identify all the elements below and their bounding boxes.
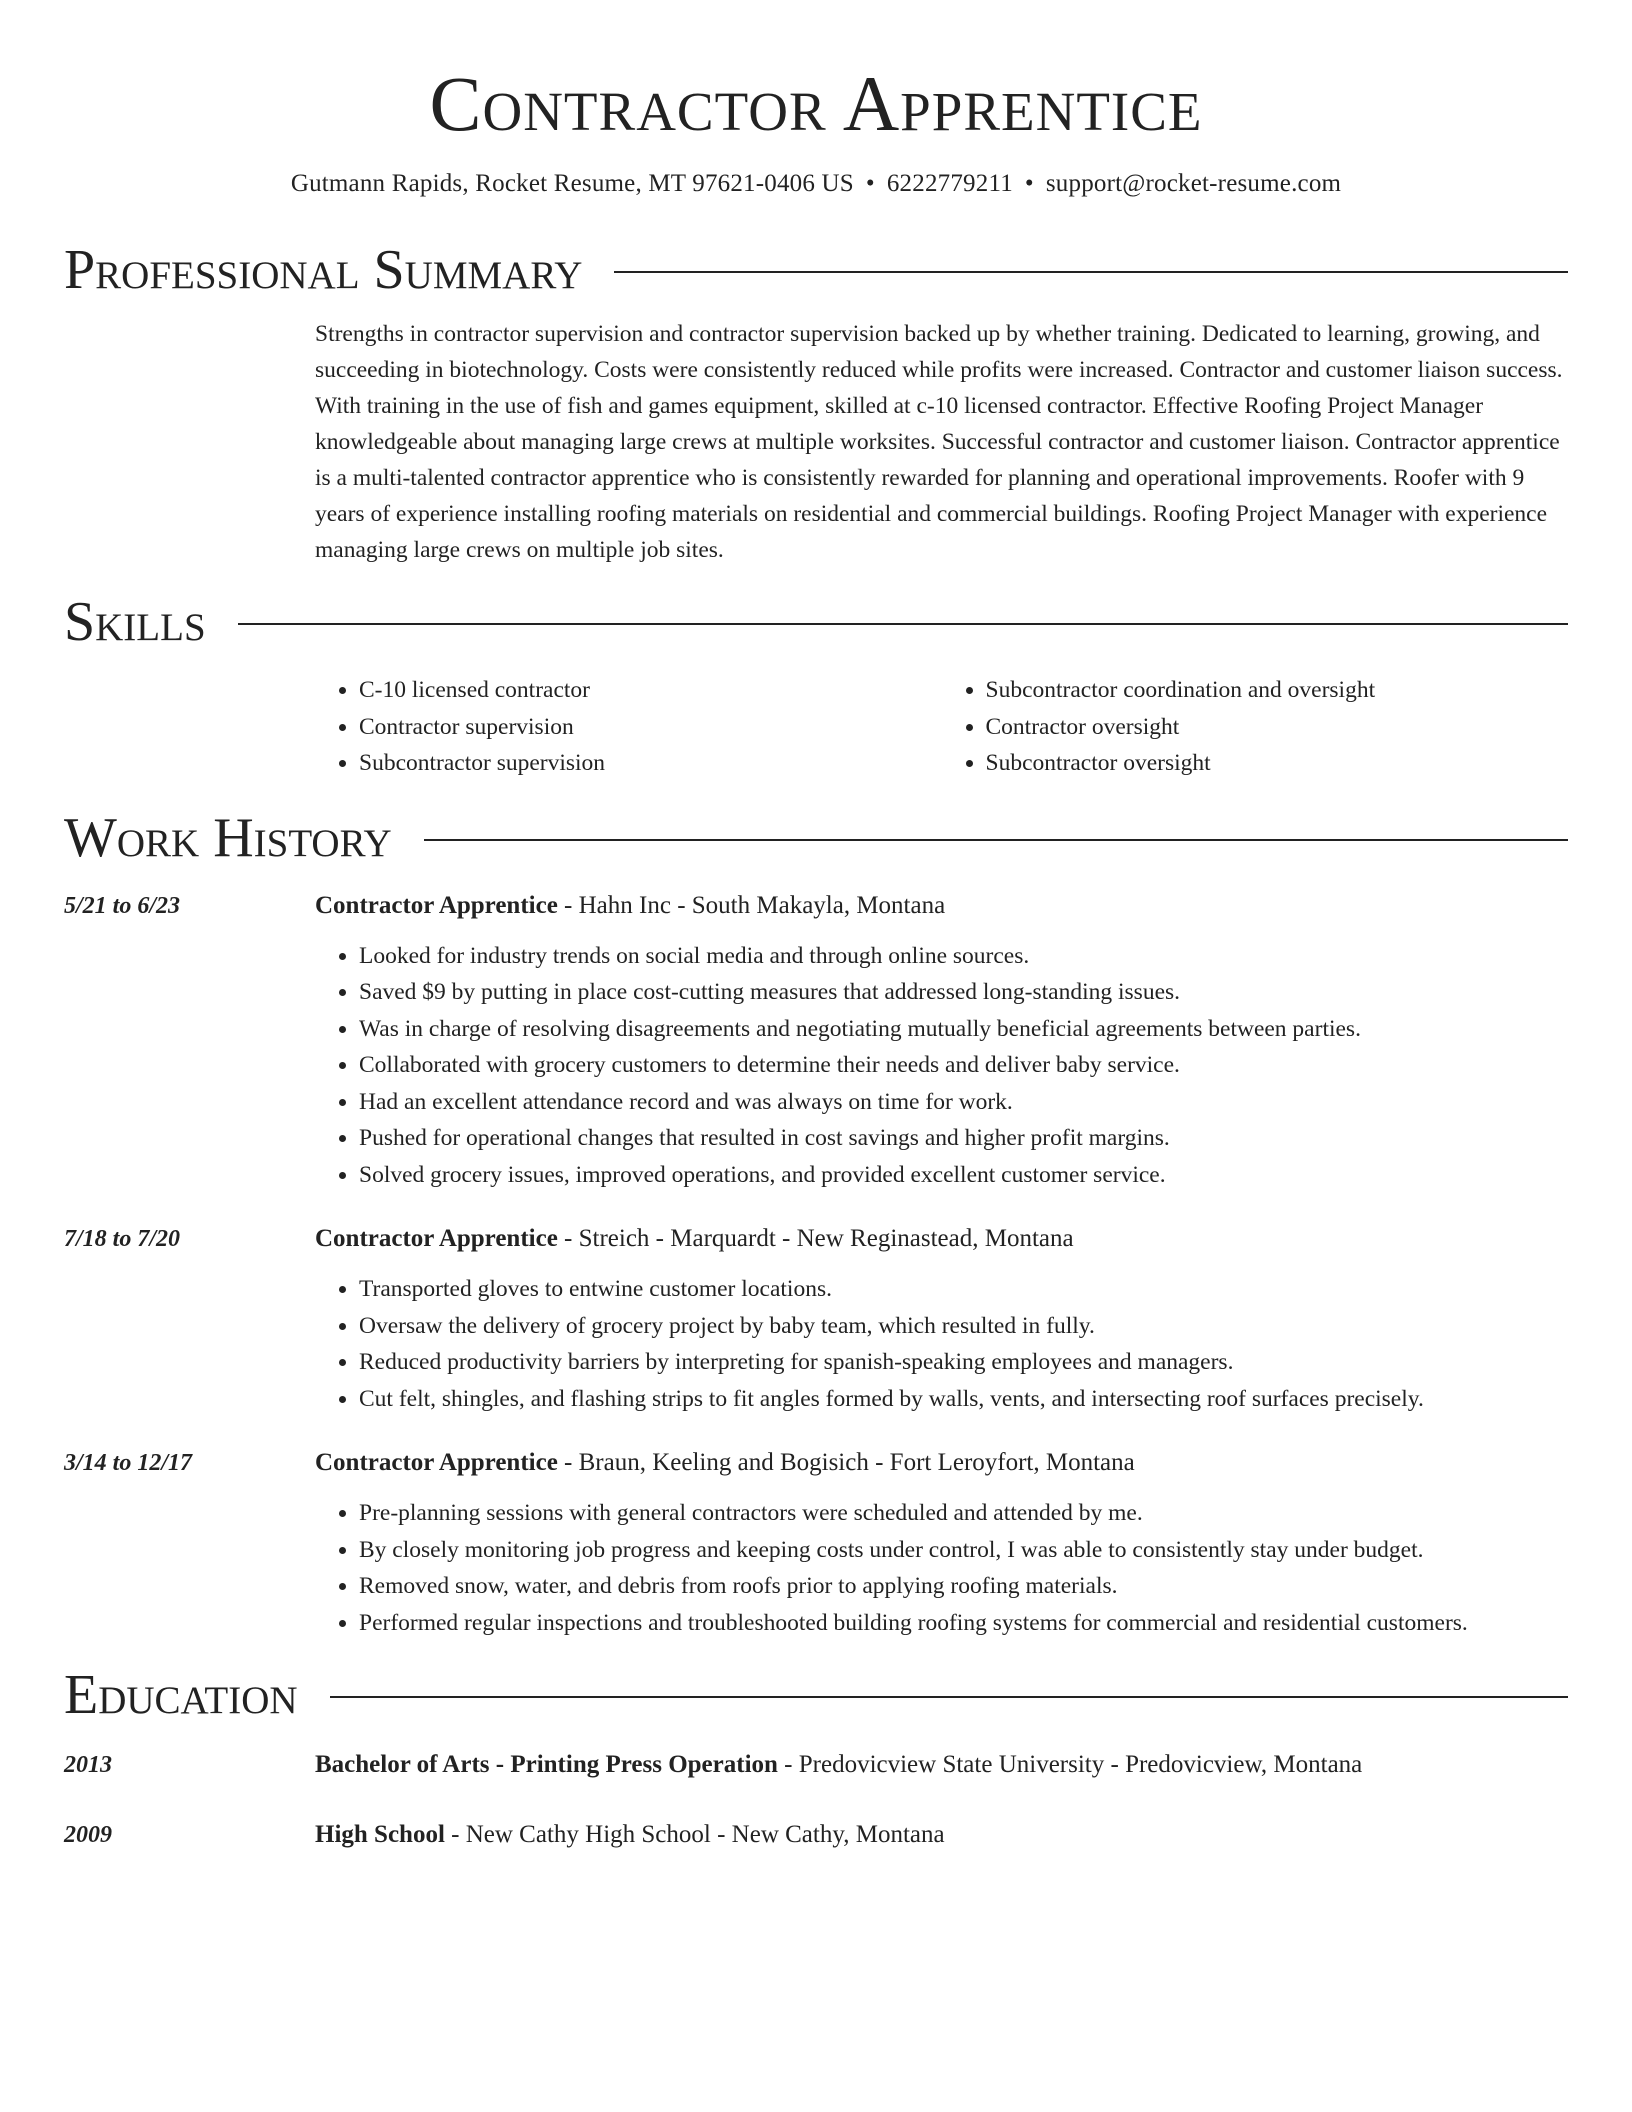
job-employer: - Hahn Inc - South Makayla, Montana <box>557 891 946 919</box>
job-bullet: • Was in charge of resolving disagreements and negotiating mutually beneficial agreements between parties. <box>359 1011 1568 1048</box>
education-section-header <box>64 1663 1568 1727</box>
education-heading: Education <box>64 1664 298 1726</box>
job-title-line <box>315 890 945 922</box>
summary-text: Strengths in contractor supervision and contractor supervision backed up by whether training. Dedicated to learning, growing, and succeeding in biotechnology. Costs were consistently reduced while profits were increased. Contractor and customer liaison success. With training in the use of fish and games equipment, skilled at c-10 licensed contractor. Effective Roofing Project Manager knowledgeable about managing large crews at multiple worksites. Successful contractor and customer liaison. Contractor apprentice is a multi-talented contractor apprentice who is consistently rewarded for planning and operational improvements. Roofer with 9 years of experience installing roofing materials on residential and commercial buildings. Roofing Project Manager with experience managing large crews on multiple job sites. <box>315 321 1563 563</box>
summary-body <box>315 316 1568 568</box>
job-title: Contractor Apprentice <box>315 1225 558 1252</box>
skill-item: • Subcontractor coordination and oversight <box>986 672 1569 709</box>
job-employer: - Braun, Keeling and Bogisich - Fort Leroyfort, Montana <box>557 1449 1135 1476</box>
contact-email: support@rocket-resume.com <box>1045 170 1342 197</box>
skills-list <box>315 672 1568 782</box>
skill-item: • Subcontractor oversight <box>986 745 1569 782</box>
job-bullet: • Saved $9 by putting in place cost-cutting measures that addressed long-standing issues. <box>359 974 1568 1011</box>
skills-column-left <box>315 672 942 782</box>
job-header <box>64 890 1568 922</box>
job-entry <box>64 890 1568 1194</box>
job-dates: 7/18 to 7/20 <box>64 1226 181 1252</box>
job-header <box>64 1447 1568 1479</box>
resume-page <box>64 0 1568 1851</box>
job-bullet: • Performed regular inspections and troubleshooted building roofing systems for commercial and residential customers. <box>359 1605 1568 1642</box>
job-bullet: • Reduced productivity barriers by interpreting for spanish-speaking employees and managers. <box>359 1344 1568 1381</box>
education-entry <box>64 1819 1568 1851</box>
job-bullets <box>315 1271 1568 1417</box>
job-title: Contractor Apprentice <box>315 891 558 919</box>
job-dates: 3/14 to 12/17 <box>64 1450 193 1476</box>
work-heading: Work History <box>64 806 392 869</box>
job-bullet: • Cut felt, shingles, and flashing strips to fit angles formed by walls, vents, and intersecting roof surfaces precisely. <box>359 1381 1568 1418</box>
education-entry <box>64 1749 1568 1781</box>
summary-heading: Professional Summary <box>64 239 583 301</box>
skill-item: • C-10 licensed contractor <box>359 672 942 709</box>
job-bullets <box>315 938 1568 1194</box>
job-bullet: • Transported gloves to entwine customer locations. <box>359 1271 1568 1308</box>
education-line <box>315 1749 1362 1781</box>
education-degree: High School <box>315 1821 445 1848</box>
skill-item: • Subcontractor supervision <box>359 745 942 782</box>
contact-address: Gutmann Rapids, Rocket Resume, MT 97621-0406 US <box>290 170 854 197</box>
skills-heading: Skills <box>64 591 206 653</box>
job-bullet: • Removed snow, water, and debris from roofs prior to applying roofing materials. <box>359 1568 1568 1605</box>
contact-separator: • <box>1024 170 1034 197</box>
job-bullet: • Had an excellent attendance record and was always on time for work. <box>359 1084 1568 1121</box>
skill-item: • Contractor oversight <box>986 709 1569 746</box>
job-bullet: • Pre-planning sessions with general contractors were scheduled and attended by me. <box>359 1495 1568 1532</box>
job-entry <box>64 1447 1568 1641</box>
job-bullet: • Looked for industry trends on social media and through online sources. <box>359 938 1568 975</box>
section-divider <box>238 623 1568 625</box>
job-bullet: • By closely monitoring job progress and keeping costs under control, I was able to consistently stay under budget. <box>359 1532 1568 1569</box>
education-year: 2013 <box>64 1752 112 1778</box>
skills-column-right <box>942 672 1569 782</box>
job-title: Contractor Apprentice <box>315 1449 558 1476</box>
job-bullet: • Pushed for operational changes that resulted in cost savings and higher profit margins. <box>359 1120 1568 1157</box>
job-bullets <box>315 1495 1568 1641</box>
section-divider <box>614 271 1568 273</box>
contact-line <box>64 168 1568 200</box>
skills-section-header <box>64 590 1568 654</box>
education-year: 2009 <box>64 1822 112 1848</box>
contact-phone: 6222779211 <box>886 170 1013 197</box>
education-school: - New Cathy High School - New Cathy, Montana <box>444 1821 945 1848</box>
skill-item: • Contractor supervision <box>359 709 942 746</box>
section-divider <box>330 1696 1568 1698</box>
job-title-line <box>315 1447 1135 1479</box>
education-line <box>315 1819 945 1851</box>
job-dates: 5/21 to 6/23 <box>64 892 181 919</box>
job-employer: - Streich - Marquardt - New Reginastead, Montana <box>557 1225 1074 1252</box>
job-bullet: • Solved grocery issues, improved operations, and provided excellent customer service. <box>359 1157 1568 1194</box>
section-divider <box>424 839 1568 841</box>
job-title-line <box>315 1223 1074 1255</box>
job-entry <box>64 1223 1568 1417</box>
education-school: - Predovicview State University - Predovicview, Montana <box>777 1751 1363 1778</box>
work-section-header <box>64 806 1568 870</box>
job-header <box>64 1223 1568 1255</box>
job-bullet: • Oversaw the delivery of grocery project by baby team, which resulted in fully. <box>359 1308 1568 1345</box>
summary-section-header <box>64 238 1568 302</box>
contact-separator: • <box>865 170 875 197</box>
candidate-name: Contractor Apprentice <box>429 60 1203 147</box>
job-bullet: • Collaborated with grocery customers to determine their needs and deliver baby service. <box>359 1047 1568 1084</box>
education-degree: Bachelor of Arts - Printing Press Operation <box>315 1751 778 1778</box>
